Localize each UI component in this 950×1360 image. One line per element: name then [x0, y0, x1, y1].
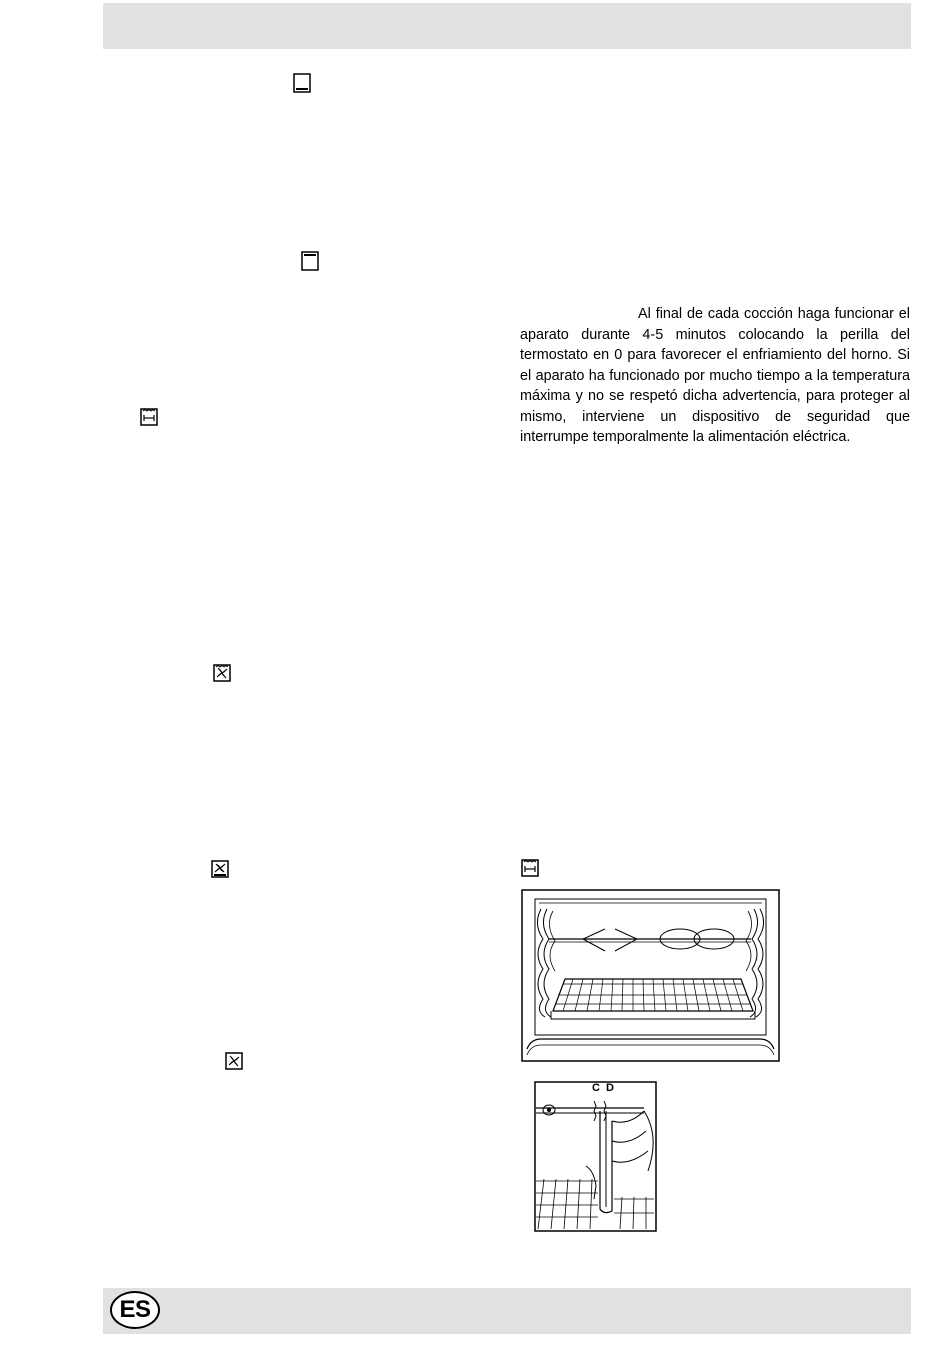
rotisserie-icon — [140, 408, 158, 426]
label-c: C — [592, 1082, 600, 1094]
fan-icon — [213, 664, 231, 682]
language-badge: ES — [110, 1291, 160, 1329]
bottom-heat-icon — [293, 73, 311, 93]
fan-bottom-icon — [211, 860, 229, 878]
cooling-paragraph — [520, 304, 910, 448]
spit-support-detail-illustration — [534, 1081, 657, 1232]
fan-small-icon — [225, 1052, 243, 1070]
oven-rotisserie-illustration — [521, 889, 780, 1062]
top-heat-icon — [301, 251, 319, 271]
cooling-paragraph-text: Al final de cada cocción haga funcionar el aparato durante 4-5 minutos colocando la perilla del termostato en 0 para favorecer el enfriamiento del horno. Si el aparato ha funcionado por mucho tiempo a la temperatura máxima y no se respetó dicha advertencia, para proteger al mismo, interviene un dispositivo de seguridad que interrumpe temporalmente la alimentación eléctrica. — [520, 306, 910, 445]
footer-band — [103, 1288, 911, 1334]
rotisserie-icon — [521, 859, 539, 877]
label-d: D — [606, 1082, 614, 1094]
header-band — [103, 3, 911, 49]
